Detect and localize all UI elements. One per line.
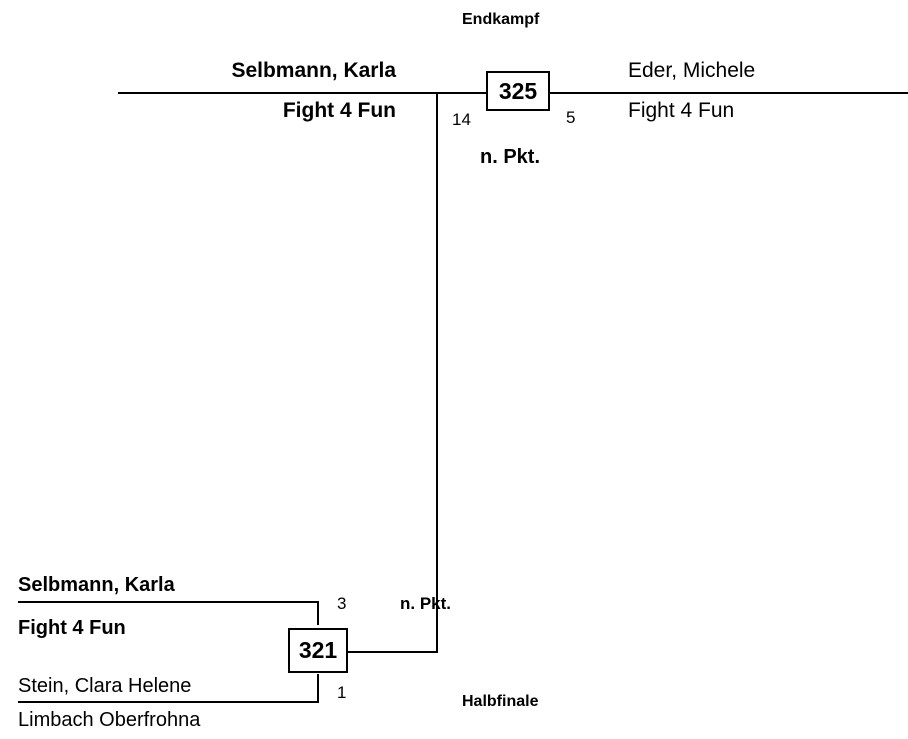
- final-right-score: 5: [566, 108, 576, 127]
- semifinal-bottom-score: 1: [337, 683, 347, 702]
- final-left-score: 14: [452, 110, 471, 129]
- semifinal-match-number-box: [288, 628, 348, 673]
- semifinal-bottom-club: Limbach Oberfrohna: [18, 709, 201, 731]
- final-round-label: Endkampf: [462, 11, 540, 28]
- semifinal-top-club: Fight 4 Fun: [18, 617, 126, 639]
- final-right-club: Fight 4 Fun: [628, 99, 735, 122]
- semifinal-lower-stub: [317, 674, 319, 703]
- connector-vertical: [436, 92, 438, 653]
- semifinal-out-line: [348, 651, 438, 653]
- semifinal-top-line: [18, 601, 319, 603]
- semifinal-upper-stub: [317, 601, 319, 625]
- final-left-club: Fight 4 Fun: [282, 99, 396, 122]
- semifinal-bottom-line: [18, 701, 319, 703]
- semifinal-round-label: Halbfinale: [462, 693, 539, 710]
- final-match-number-box: [486, 71, 550, 111]
- semifinal-top-score: 3: [337, 594, 347, 613]
- final-match-number: 325: [498, 78, 538, 104]
- final-right-name: Eder, Michele: [628, 59, 756, 82]
- final-left-name: Selbmann, Karla: [231, 59, 396, 82]
- semifinal-bottom-name: Stein, Clara Helene: [18, 675, 192, 697]
- final-result: n. Pkt.: [480, 146, 541, 168]
- semifinal-top-name: Selbmann, Karla: [18, 574, 175, 596]
- semifinal-result: n. Pkt.: [400, 594, 452, 613]
- semifinal-match-number: 321: [298, 637, 338, 663]
